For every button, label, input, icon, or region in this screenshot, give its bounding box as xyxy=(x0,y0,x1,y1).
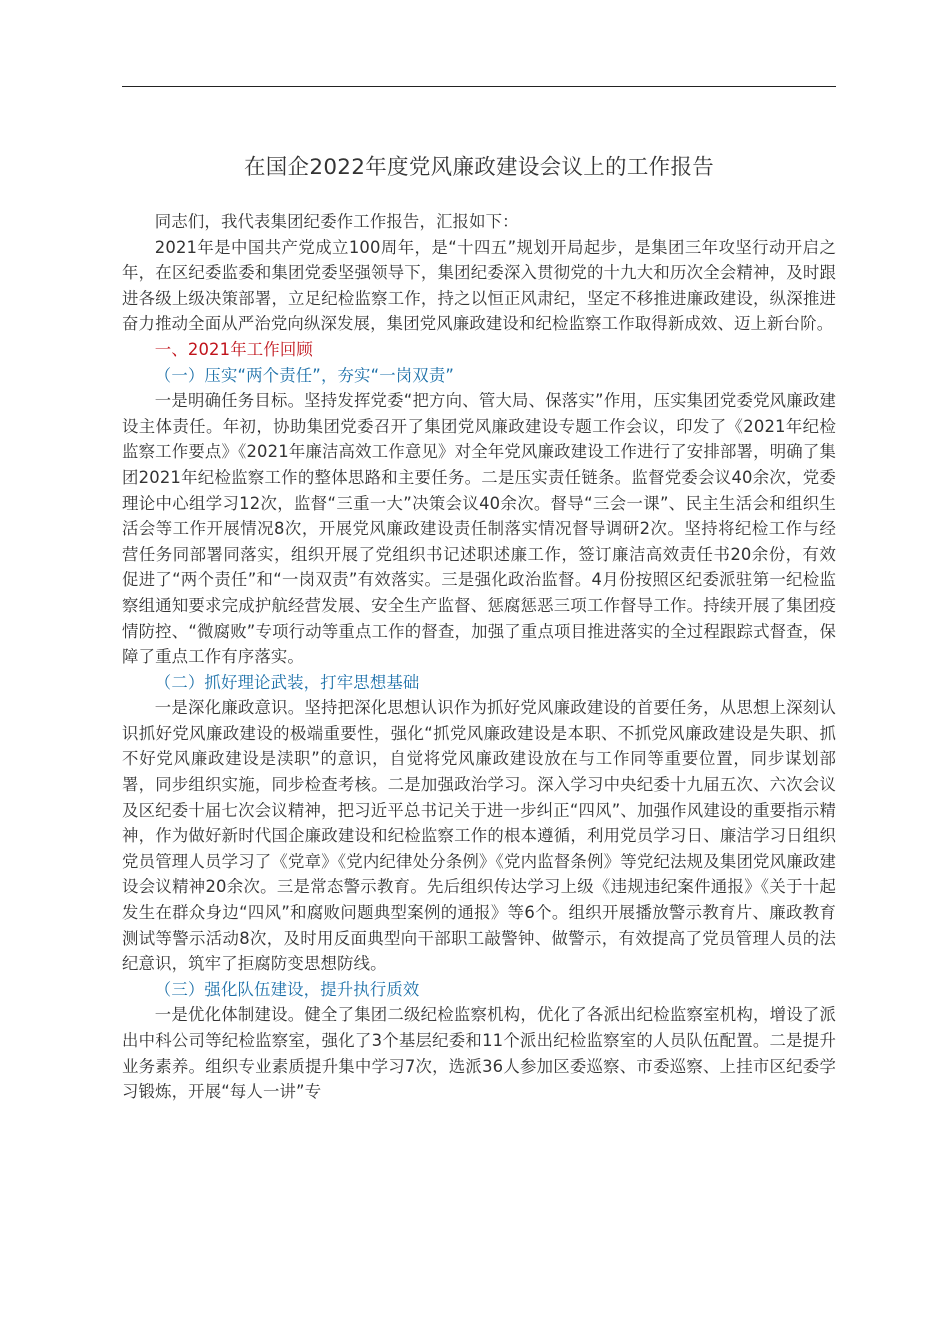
subsection-heading-1: （一）压实“两个责任”，夯实“一岗双责” xyxy=(154,365,455,385)
header-rule xyxy=(122,86,836,87)
paragraph-intro: 2021年是中国共产党成立100周年，是“十四五”规划开局起步，是集团三年攻坚行动开启之年，在区纪委监委和集团党委坚强领导下，集团纪委深入贯彻党的十九大和历次全会精神，及时跟进各级上级决策部署，立足纪检监察工作，持之以恒正风肃纪，坚定不移推进廉政建设，纵深推进奋力推动全面从严治党向纵深发展，集团党风廉政建设和纪检监察工作取得新成效、迈上新台阶。 xyxy=(122,237,836,334)
paragraph-team: 一是优化体制建设。健全了集团二级纪检监察机构，优化了各派出纪检监察室机构，增设了派出中科公司等纪检监察室，强化了3个基层纪委和11个派出纪检监察室的人员队伍配置。二是提升业务素养。组织专业素质提升集中学习7次，选派36人参加区委巡察、市委巡察、上挂市区纪委学习锻炼，开展“每人一讲”专 xyxy=(122,1005,836,1102)
section-heading-review: 一、2021年工作回顾 xyxy=(154,339,313,359)
subsection-heading-2: （二）抓好理论武装，打牢思想基础 xyxy=(154,672,420,692)
paragraph-greeting: 同志们，我代表集团纪委作工作报告，汇报如下： xyxy=(154,212,519,231)
paragraph-responsibility: 一是明确任务目标。坚持发挥党委“把方向、管大局、保落实”作用，压实集团党委党风廉政建设主体责任。年初，协助集团党委召开了集团党风廉政建设专题工作会议，印发了《2021年纪检监察工作要点》《2021年廉洁高效工作意见》对全年党风廉政建设工作进行了安排部署，明确了集团2021年纪检监察工作的整体思路和主要任务。二是压实责任链条。监督党委会议40余次，党委理论中心组学习12次，监督“三重一大”决策会议40余次。督导“三会一课”、民主生活会和组织生活会等工作开展情况8次，开展党风廉政建设责任制落实情况督导调研2次。坚持将纪检工作与经营任务同部署同落实，组织开展了党组织书记述职述廉工作，签订廉洁高效责任书20余份，有效促进了“两个责任”和“一岗双责”有效落实。三是强化政治监督。4月份按照区纪委派驻第一纪检监察组通知要求完成护航经营发展、安全生产监督、惩腐惩恶三项工作督导工作。持续开展了集团疫情防控、“微腐败”专项行动等重点工作的督查，加强了重点项目推进落实的全过程跟踪式督查，保障了重点工作有序落实。 xyxy=(122,391,836,667)
subsection-heading-3: （三）强化队伍建设，提升执行质效 xyxy=(154,979,420,999)
document-title: 在国企2022年度党风廉政建设会议上的工作报告 xyxy=(243,155,715,180)
document-body xyxy=(122,209,836,1105)
paragraph-theory: 一是深化廉政意识。坚持把深化思想认识作为抓好党风廉政建设的首要任务，从思想上深刻认识抓好党风廉政建设的极端重要性，强化“抓党风廉政建设是本职、不抓党风廉政建设是失职、抓不好党风廉政建设是渎职”的意识，自觉将党风廉政建设放在与工作同等重要位置，同步谋划部署，同步组织实施，同步检查考核。二是加强政治学习。深入学习中央纪委十九届五次、六次会议及区纪委十届七次会议精神，把习近平总书记关于进一步纠正“四风”、加强作风建设的重要指示精神，作为做好新时代国企廉政建设和纪检监察工作的根本遵循，利用党员学习日、廉洁学习日组织党员管理人员学习了《党章》《党内纪律处分条例》《党内监督条例》等党纪法规及集团党风廉政建设会议精神20余次。三是常态警示教育。先后组织传达学习上级《违规违纪案件通报》《关于十起发生在群众身边“四风”和腐败问题典型案例的通报》等6个。组织开展播放警示教育片、廉政教育测试等警示活动8次，及时用反面典型向干部职工敲警钟、做警示，有效提高了党员管理人员的法纪意识，筑牢了拒腐防变思想防线。 xyxy=(122,698,836,974)
